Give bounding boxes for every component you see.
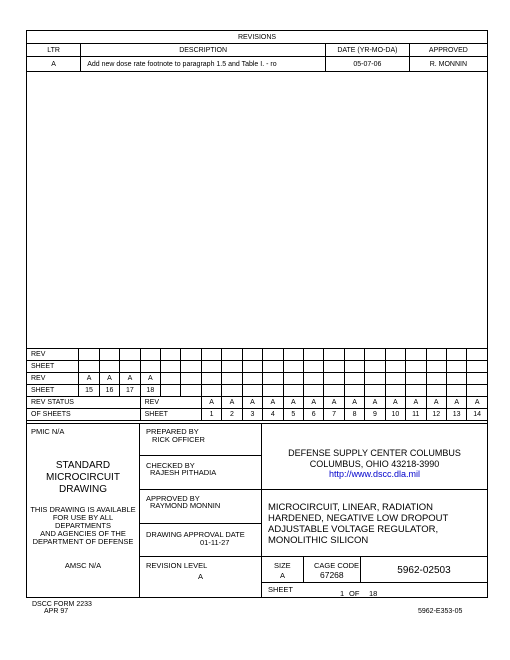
agency-line-1: DEFENSE SUPPLY CENTER COLUMBUS [288, 448, 461, 458]
sheet-number-cell: 12 [426, 409, 446, 421]
approved-by-name: RAYMOND MONNIN [150, 501, 221, 510]
document-number: 5962-E353-05 [418, 608, 463, 615]
revision-level: A [198, 572, 204, 581]
sheet-number-cell: 1 [201, 409, 221, 421]
sheet-number-cell: 9 [365, 409, 385, 421]
form-date: APR 97 [44, 608, 69, 615]
revision-approved: R. MONNIN [409, 57, 487, 72]
sheet-total: 18 [369, 589, 378, 598]
standard-line-1: STANDARD [55, 460, 111, 471]
amsc-label: AMSC N/A [64, 561, 102, 570]
size-box [261, 556, 304, 583]
approved-header: APPROVED [409, 44, 487, 57]
rev-cell: A [426, 397, 446, 409]
rev-cell: A [385, 397, 405, 409]
revision-description: Add new dose rate footnote to paragraph 1.5 and Table I. - ro [81, 57, 326, 72]
title-line-3: ADJUSTABLE VOLTAGE REGULATOR, [268, 524, 439, 535]
rev-cell: A [344, 397, 364, 409]
prepared-by-box [139, 423, 262, 456]
sheet-label: SHEET [27, 385, 79, 397]
rev-cell: A [263, 397, 283, 409]
sheet-number-cell: 5 [283, 409, 303, 421]
availability-line-2: FOR USE BY ALL [52, 513, 114, 522]
sheet-number-cell: 2 [222, 409, 242, 421]
agency-box [261, 423, 488, 490]
of-label: OF [349, 589, 360, 598]
checked-by-label: CHECKED BY [146, 461, 195, 470]
cont-sheet-cell: 16 [99, 385, 119, 397]
title-line-4: MONOLITHIC SILICON [268, 535, 369, 546]
revision-date: 05-07-06 [326, 57, 410, 72]
sheet-number-cell: 3 [242, 409, 262, 421]
rev-status-label: REV STATUS [27, 397, 141, 409]
sheet-number-cell: 10 [385, 409, 405, 421]
sheet-number-cell: 11 [406, 409, 426, 421]
form-label: DSCC FORM 2233 [32, 601, 92, 608]
rev-cell: A [467, 397, 488, 409]
availability-line-4: AND AGENCIES OF THE [40, 529, 126, 538]
title-line-1: MICROCIRCUIT, LINEAR, RADIATION [268, 502, 434, 513]
sheet-number-cell: 6 [303, 409, 323, 421]
rev-cell: A [303, 397, 323, 409]
revisions-title: REVISIONS [27, 31, 488, 44]
agency-line-2: COLUMBUS, OHIO 43218-3990 [309, 459, 440, 469]
rev-cell: A [222, 397, 242, 409]
title-box [261, 489, 488, 557]
checked-by-name: RAJESH PITHADIA [150, 468, 217, 477]
rev-cell: A [365, 397, 385, 409]
revision-level-box [139, 556, 262, 598]
standard-line-2: MICROCIRCUIT [46, 472, 120, 483]
rev-label: REV [27, 373, 79, 385]
prepared-by-name: RICK OFFICER [152, 435, 205, 444]
cont-sheet-cell: 18 [140, 385, 160, 397]
sheet-number-cell: 14 [467, 409, 488, 421]
availability-line-5: DEPARTMENT OF DEFENSE [32, 537, 134, 546]
cont-rev-cell: A [99, 373, 119, 385]
drawing-number-box [360, 556, 488, 583]
approval-date: 01-11-27 [200, 538, 230, 547]
of-sheets-label: OF SHEETS [27, 409, 141, 421]
prepared-by-label: PREPARED BY [146, 427, 199, 436]
revision-ltr: A [27, 57, 81, 72]
size-value: A [280, 571, 286, 580]
cont-rev-cell: A [120, 373, 140, 385]
cont-rev-cell: A [79, 373, 99, 385]
cage-value: 67268 [320, 570, 344, 580]
rev-cell: A [406, 397, 426, 409]
checked-by-box [139, 455, 262, 490]
cont-sheet-cell: 15 [79, 385, 99, 397]
sheet-number-cell: 13 [446, 409, 466, 421]
availability-line-3: DEPARTMENTS [55, 521, 111, 530]
cont-rev-cell: A [140, 373, 160, 385]
description-header: DESCRIPTION [81, 44, 326, 57]
standard-line-3: DRAWING [59, 484, 107, 495]
agency-url-link[interactable]: http://www.dscc.dla.mil [328, 469, 421, 479]
revision-level-label: REVISION LEVEL [146, 561, 208, 570]
left-block [26, 423, 140, 598]
sheet-box [261, 582, 488, 598]
approval-date-label: DRAWING APPROVAL DATE [146, 530, 245, 539]
size-label: SIZE [274, 561, 291, 570]
revision-status-grid [26, 348, 488, 421]
drawing-number: 5962-02503 [397, 565, 451, 576]
title-line-2: HARDENED, NEGATIVE LOW DROPOUT [268, 513, 449, 524]
upper-rev-label: REV [27, 349, 79, 361]
cage-box [303, 556, 361, 583]
sheet-number-cell: 8 [344, 409, 364, 421]
approval-date-box [139, 523, 262, 557]
revisions-table [26, 30, 488, 72]
pmic-label: PMIC N/A [31, 427, 65, 436]
sheet-number-cell: 4 [263, 409, 283, 421]
sheet-number: 1 [340, 589, 345, 598]
approved-by-box [139, 489, 262, 524]
date-header: DATE (YR-MO-DA) [326, 44, 410, 57]
rev-cell: A [242, 397, 262, 409]
rev-cell: A [201, 397, 221, 409]
rev-cell: A [446, 397, 466, 409]
sheet-inner-label: SHEET [140, 409, 201, 421]
sheet-number-cell: 7 [324, 409, 344, 421]
cage-label: CAGE CODE [314, 561, 360, 570]
ltr-header: LTR [27, 44, 81, 57]
rev-cell: A [283, 397, 303, 409]
sheet-label: SHEET [268, 585, 294, 594]
approved-by-label: APPROVED BY [146, 494, 200, 503]
rev-inner-label: REV [140, 397, 201, 409]
cont-sheet-cell: 17 [120, 385, 140, 397]
availability-line-1: THIS DRAWING IS AVAILABLE [30, 505, 136, 514]
rev-cell: A [324, 397, 344, 409]
upper-sheet-label: SHEET [27, 361, 79, 373]
